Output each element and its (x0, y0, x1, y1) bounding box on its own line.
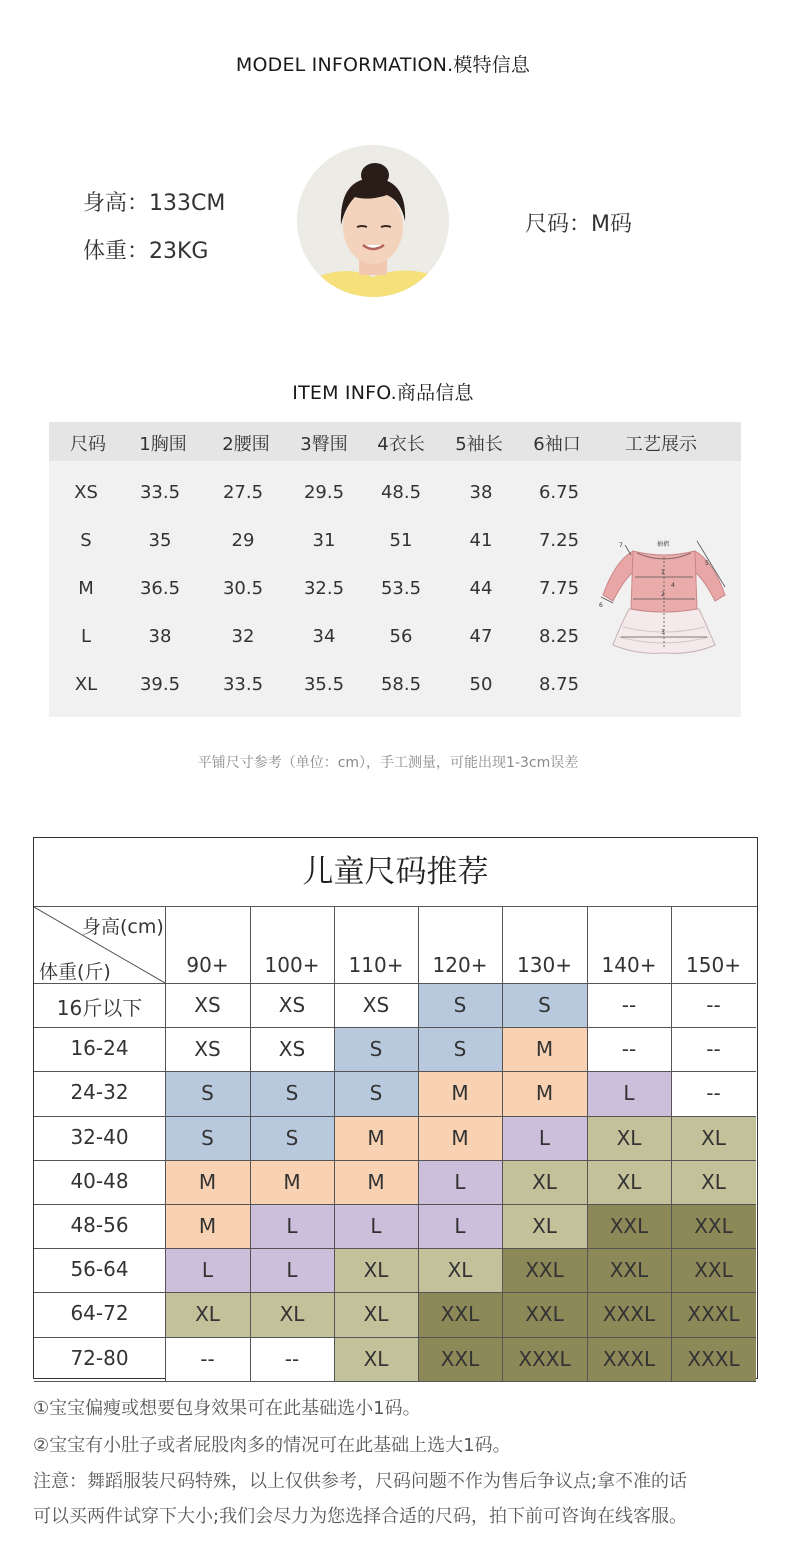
weight-row-label: 16斤以下 (56, 996, 143, 1020)
size-cell: XL (165, 1292, 250, 1336)
size-cell: -- (165, 1337, 250, 1381)
size-cell: M (334, 1116, 418, 1160)
cell-hip: 31 (312, 530, 336, 551)
cell-sleeve-length: 47 (469, 626, 493, 647)
size-cell: S (418, 983, 502, 1027)
size-cell: M (418, 1071, 502, 1115)
height-col-header: 140+ (601, 953, 657, 977)
size-cell: S (165, 1116, 250, 1160)
tip-1: ①宝宝偏瘦或想要包身效果可在此基础选小1码。 (33, 1398, 421, 1419)
recommendation-title: 儿童尺码推荐 (34, 838, 757, 907)
size-cell: L (502, 1116, 587, 1160)
grid-line (34, 1292, 756, 1293)
size-cell: XL (334, 1248, 418, 1292)
size-cell: XXL (587, 1248, 671, 1292)
size-cell: L (587, 1071, 671, 1115)
size-cell: XS (165, 1027, 250, 1071)
size-cell: XS (334, 983, 418, 1027)
height-col-header: 100+ (264, 953, 320, 977)
size-cell: XXL (418, 1337, 502, 1381)
cell-cuff: 8.25 (538, 626, 580, 647)
cell-waist: 27.5 (222, 482, 264, 503)
cell-hip: 34 (312, 626, 336, 647)
cell-sleeve-length: 44 (469, 578, 493, 599)
grid-line (165, 907, 166, 1381)
weight-row-label: 32-40 (70, 1124, 129, 1149)
weight-row-label: 56-64 (70, 1257, 129, 1282)
size-cell: XXL (587, 1204, 671, 1248)
size-cell: -- (671, 983, 756, 1027)
header-chest: 1胸围 (139, 434, 187, 455)
svg-text:4: 4 (671, 582, 675, 589)
size-cell: XXXL (502, 1337, 587, 1381)
cell-cuff: 6.75 (538, 482, 580, 503)
cell-size: XL (74, 674, 98, 695)
size-cell: XXXL (671, 1292, 756, 1336)
size-cell: S (334, 1071, 418, 1115)
cell-waist: 33.5 (222, 674, 264, 695)
size-cell: M (334, 1160, 418, 1204)
height-col-header: 110+ (348, 953, 404, 977)
svg-text:3: 3 (661, 629, 665, 636)
cell-cuff: 7.75 (538, 578, 580, 599)
size-cell: XXL (502, 1292, 587, 1336)
cell-length: 56 (389, 626, 413, 647)
size-cell: XXXL (587, 1292, 671, 1336)
size-cell: S (334, 1027, 418, 1071)
size-cell: -- (671, 1071, 756, 1115)
size-cell: L (165, 1248, 250, 1292)
grid-line (587, 907, 588, 1381)
size-cell: -- (250, 1337, 334, 1381)
size-cell: XL (671, 1116, 756, 1160)
size-cell: XL (587, 1116, 671, 1160)
weight-row-label: 72-80 (70, 1345, 129, 1370)
header-size: 尺码 (70, 434, 106, 455)
grid-line (34, 983, 756, 984)
cell-chest: 33.5 (139, 482, 181, 503)
cell-sleeve-length: 50 (469, 674, 493, 695)
cell-chest: 35 (148, 530, 172, 551)
garment-diagram (597, 537, 731, 657)
cell-sleeve-length: 41 (469, 530, 493, 551)
grid-line (34, 1071, 756, 1072)
grid-line (34, 1248, 756, 1249)
item-size-table (49, 422, 741, 717)
size-cell: M (165, 1160, 250, 1204)
cell-chest: 39.5 (139, 674, 181, 695)
cell-hip: 29.5 (303, 482, 345, 503)
size-cell: M (502, 1027, 587, 1071)
header-craft: 工艺展示 (625, 434, 697, 455)
size-cell: M (502, 1071, 587, 1115)
measurement-note: 平铺尺寸参考（单位：cm），手工测量，可能出现1-3cm误差 (197, 755, 579, 771)
grid-line (34, 1027, 756, 1028)
height-col-header: 120+ (432, 953, 488, 977)
svg-text:1: 1 (661, 569, 665, 576)
tip-2: ②宝宝有小肚子或者屁股肉多的情况可在此基础上选大1码。 (33, 1435, 511, 1456)
svg-text:2: 2 (661, 591, 665, 598)
cell-chest: 36.5 (139, 578, 181, 599)
size-cell: S (502, 983, 587, 1027)
grid-line (502, 907, 503, 1381)
size-cell: -- (587, 983, 671, 1027)
cell-hip: 32.5 (303, 578, 345, 599)
weight-row-label: 48-56 (70, 1213, 129, 1237)
cell-length: 48.5 (380, 482, 422, 503)
weight-row-label: 40-48 (70, 1168, 129, 1193)
height-col-header: 90+ (186, 953, 229, 977)
grid-line (671, 907, 672, 1381)
header-cuff: 6袖口 (533, 434, 581, 455)
size-cell: L (250, 1204, 334, 1248)
grid-line (34, 1160, 756, 1161)
cell-hip: 35.5 (303, 674, 345, 695)
grid-line (250, 907, 251, 1381)
size-cell: -- (587, 1027, 671, 1071)
cell-waist: 32 (231, 626, 255, 647)
header-length: 4衣长 (377, 434, 425, 455)
cell-size: S (80, 530, 92, 551)
grid-line (34, 1337, 756, 1338)
size-cell: S (418, 1027, 502, 1071)
size-cell: XL (502, 1160, 587, 1204)
weight-row-label: 64-72 (70, 1301, 129, 1326)
size-cell: L (418, 1204, 502, 1248)
item-table-header (49, 422, 741, 461)
size-cell: M (165, 1204, 250, 1248)
size-cell: XXL (671, 1204, 756, 1248)
model-height: 身高：133CM (83, 191, 226, 216)
tip-4: 可以买两件试穿下大小;我们会尽力为您选择合适的尺码，拍下前可咨询在线客服。 (33, 1506, 688, 1527)
size-recommendation-grid (33, 837, 758, 1379)
size-cell: XL (587, 1160, 671, 1204)
cell-size: XS (74, 482, 98, 503)
header-hip: 3臀围 (300, 434, 348, 455)
size-cell: XL (334, 1292, 418, 1336)
cell-length: 53.5 (380, 578, 422, 599)
weight-row-label: 16-24 (70, 1036, 129, 1061)
cell-length: 51 (389, 530, 413, 551)
header-waist: 2腰围 (222, 434, 270, 455)
cell-sleeve-length: 38 (469, 482, 493, 503)
size-cell: S (165, 1071, 250, 1115)
size-cell: -- (671, 1027, 756, 1071)
size-cell: XXL (671, 1248, 756, 1292)
svg-text:6: 6 (599, 602, 603, 609)
size-cell: XS (250, 1027, 334, 1071)
item-info-title: ITEM INFO.商品信息 (292, 382, 474, 404)
cell-cuff: 8.75 (538, 674, 580, 695)
cell-size: M (78, 578, 94, 599)
size-cell: XL (418, 1248, 502, 1292)
corner-weight-label: 体重(斤) (39, 961, 111, 983)
model-weight: 体重：23KG (83, 239, 209, 264)
model-photo (297, 145, 449, 297)
size-cell: XL (671, 1160, 756, 1204)
weight-row-label: 24-32 (70, 1080, 129, 1105)
size-cell: L (250, 1248, 334, 1292)
size-cell: L (334, 1204, 418, 1248)
diagram-label: 抽褶 (657, 541, 670, 548)
height-col-header: 150+ (686, 953, 741, 977)
size-cell: S (250, 1116, 334, 1160)
size-cell: L (418, 1160, 502, 1204)
size-cell: XS (165, 983, 250, 1027)
size-cell: XS (250, 983, 334, 1027)
grid-line (418, 907, 419, 1381)
svg-text:5: 5 (705, 560, 709, 567)
corner-height-label: 身高(cm) (82, 916, 164, 938)
size-cell: XL (250, 1292, 334, 1336)
grid-line (34, 1381, 756, 1382)
tip-3: 注意：舞蹈服装尺码特殊，以上仅供参考，尺码问题不作为售后争议点;拿不准的话 (33, 1471, 688, 1492)
cell-chest: 38 (148, 626, 172, 647)
model-size: 尺码：M码 (525, 212, 632, 237)
size-cell: XXXL (587, 1337, 671, 1381)
model-info-title: MODEL INFORMATION.模特信息 (235, 54, 531, 76)
size-cell: M (250, 1160, 334, 1204)
cell-size: L (80, 626, 92, 647)
size-cell: XXL (418, 1292, 502, 1336)
cell-waist: 30.5 (222, 578, 264, 599)
size-cell: M (418, 1116, 502, 1160)
size-cell: XXL (502, 1248, 587, 1292)
header-sleeve-length: 5袖长 (455, 434, 503, 455)
cell-waist: 29 (231, 530, 255, 551)
cell-cuff: 7.25 (538, 530, 580, 551)
size-cell: XL (502, 1204, 587, 1248)
svg-text:7: 7 (619, 542, 623, 549)
grid-line (334, 907, 335, 1381)
height-col-header: 130+ (517, 953, 572, 977)
size-cell: XL (334, 1337, 418, 1381)
cell-length: 58.5 (380, 674, 422, 695)
grid-line (34, 1204, 756, 1205)
grid-line (34, 1116, 756, 1117)
size-cell: S (250, 1071, 334, 1115)
size-cell: XXXL (671, 1337, 756, 1381)
